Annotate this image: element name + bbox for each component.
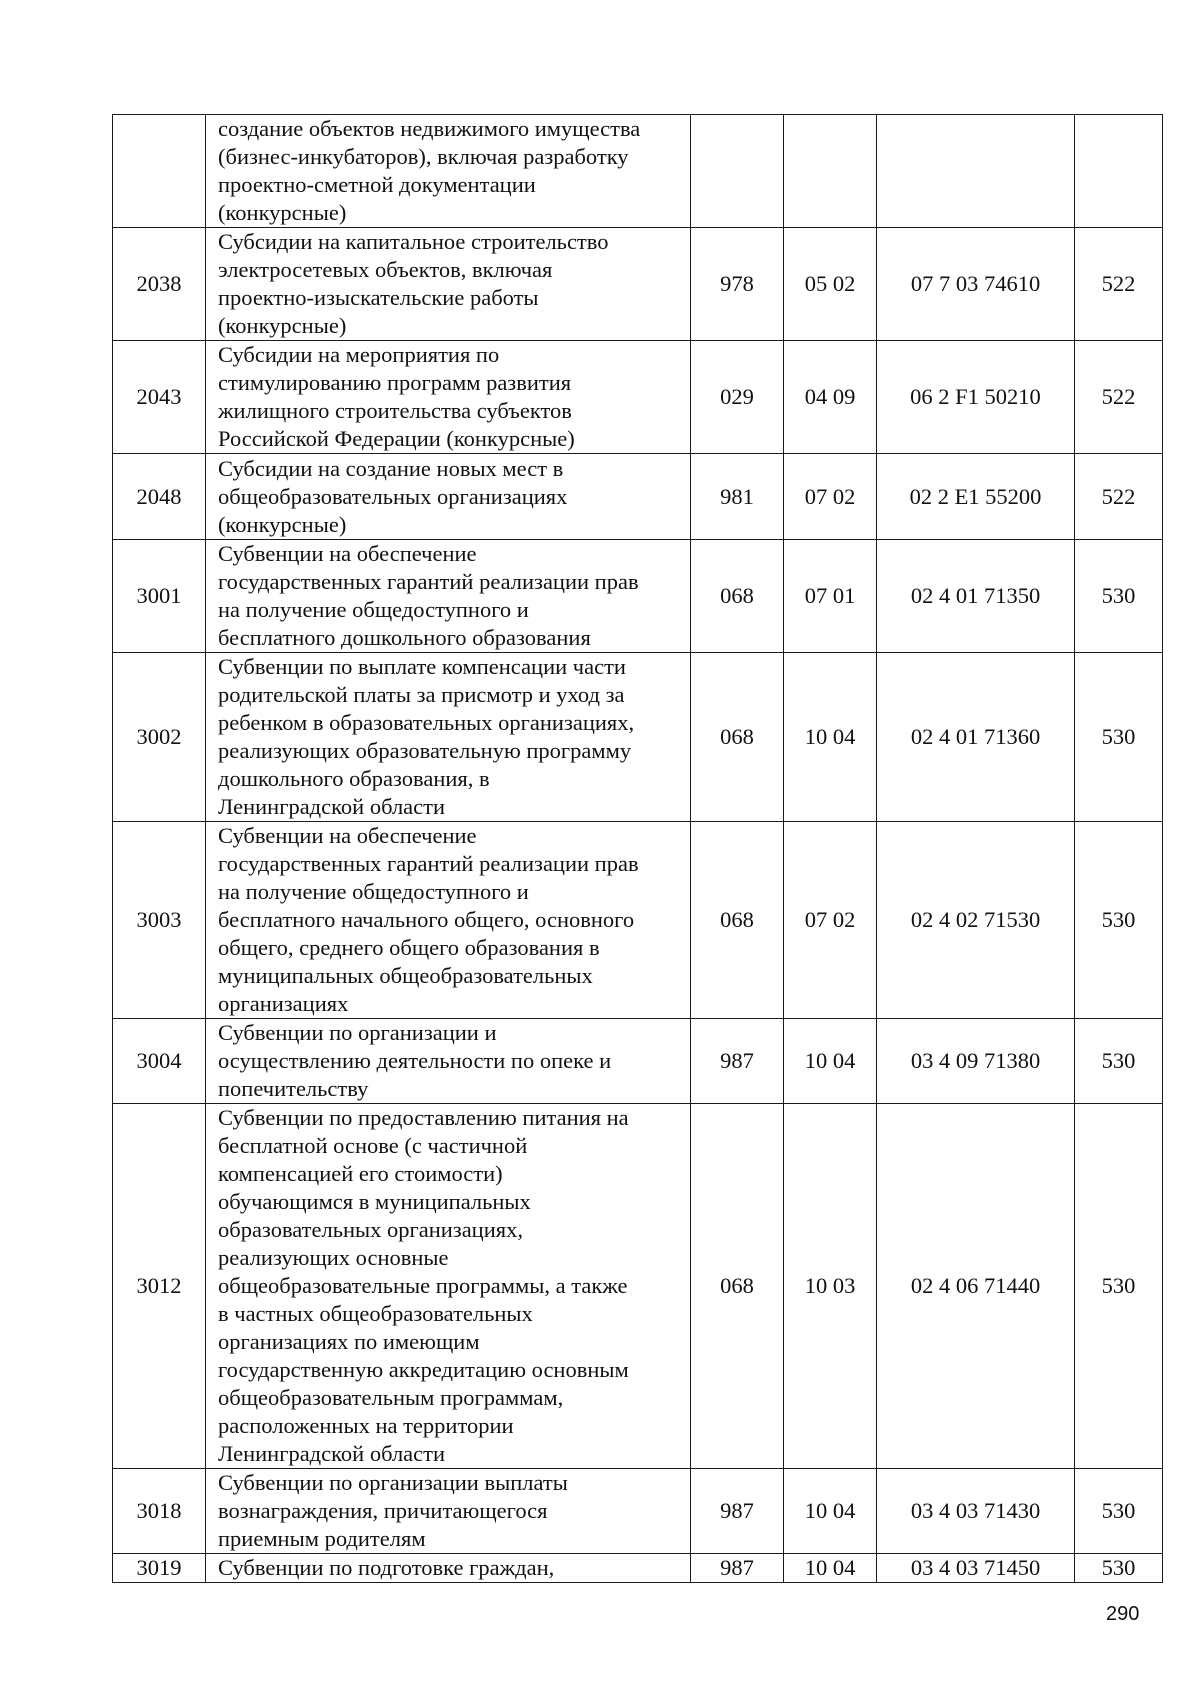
table-row [113, 540, 1163, 653]
row-section: 10 04 [784, 653, 877, 822]
row-description: Субвенции на обеспечение государственных гарантий реализации прав на получение общедоступного и бесплатного начального общего, основного общего, среднего общего образования в муниципальных общеобразовательных организациях [206, 822, 691, 1019]
row-grbs: 987 [691, 1019, 784, 1104]
row-code: 3001 [113, 540, 206, 653]
row-vr [1075, 115, 1163, 228]
row-vr: 530 [1075, 1469, 1163, 1554]
row-description: Субвенции по предоставлению питания на бесплатной основе (с частичной компенсацией его стоимости) обучающимся в муниципальных образовательных организациях, реализующих основные общеобразовательные программы, а также в частных общеобразовательных организациях по имеющим государственную аккредитацию основным общеобразовательным программам, расположенных на территории Ленинградской области [206, 1104, 691, 1469]
row-target: 03 4 03 71430 [877, 1469, 1075, 1554]
row-target [877, 115, 1075, 228]
row-target: 02 4 06 71440 [877, 1104, 1075, 1469]
row-code: 3002 [113, 653, 206, 822]
row-section: 07 02 [784, 454, 877, 540]
row-section [784, 115, 877, 228]
row-grbs: 978 [691, 228, 784, 341]
row-description: Субвенции на обеспечение государственных гарантий реализации прав на получение общедоступного и бесплатного дошкольного образования [206, 540, 691, 653]
row-grbs: 987 [691, 1554, 784, 1583]
row-vr: 530 [1075, 653, 1163, 822]
row-grbs: 068 [691, 1104, 784, 1469]
row-grbs: 068 [691, 822, 784, 1019]
table-row [113, 822, 1163, 1019]
budget-table [112, 114, 1163, 1583]
row-description: Субвенции по выплате компенсации части родительской платы за присмотр и уход за ребенком в образовательных организациях, реализующих образовательную программу дошкольного образования, в Ленинградской области [206, 653, 691, 822]
row-code: 3003 [113, 822, 206, 1019]
row-description: создание объектов недвижимого имущества (бизнес-инкубаторов), включая разработку проектно-сметной документации (конкурсные) [206, 115, 691, 228]
row-section: 10 03 [784, 1104, 877, 1469]
row-target: 07 7 03 74610 [877, 228, 1075, 341]
row-target: 06 2 F1 50210 [877, 341, 1075, 454]
row-description: Субвенции по подготовке граждан, [206, 1554, 691, 1583]
row-grbs: 029 [691, 341, 784, 454]
row-section: 07 02 [784, 822, 877, 1019]
row-target: 02 4 01 71350 [877, 540, 1075, 653]
row-section: 10 04 [784, 1019, 877, 1104]
table-row [113, 1469, 1163, 1554]
row-grbs: 981 [691, 454, 784, 540]
row-code: 2038 [113, 228, 206, 341]
table-row [113, 653, 1163, 822]
row-target: 03 4 03 71450 [877, 1554, 1075, 1583]
row-target: 02 4 01 71360 [877, 653, 1075, 822]
row-description: Субсидии на капитальное строительство электросетевых объектов, включая проектно-изыскательские работы (конкурсные) [206, 228, 691, 341]
table-row [113, 228, 1163, 341]
row-code: 3018 [113, 1469, 206, 1554]
row-vr: 530 [1075, 1554, 1163, 1583]
row-vr: 530 [1075, 1104, 1163, 1469]
row-section: 07 01 [784, 540, 877, 653]
row-vr: 530 [1075, 540, 1163, 653]
row-target: 02 2 E1 55200 [877, 454, 1075, 540]
row-vr: 522 [1075, 228, 1163, 341]
table-row [113, 115, 1163, 228]
row-grbs: 068 [691, 540, 784, 653]
row-target: 02 4 02 71530 [877, 822, 1075, 1019]
row-description: Субсидии на создание новых мест в общеобразовательных организациях (конкурсные) [206, 454, 691, 540]
row-section: 04 09 [784, 341, 877, 454]
row-code: 2048 [113, 454, 206, 540]
row-vr: 522 [1075, 454, 1163, 540]
row-description: Субвенции по организации выплаты вознаграждения, причитающегося приемным родителям [206, 1469, 691, 1554]
row-code: 3004 [113, 1019, 206, 1104]
row-section: 05 02 [784, 228, 877, 341]
row-description: Субсидии на мероприятия по стимулированию программ развития жилищного строительства субъектов Российской Федерации (конкурсные) [206, 341, 691, 454]
row-grbs: 987 [691, 1469, 784, 1554]
table-row [113, 1554, 1163, 1583]
row-code: 3019 [113, 1554, 206, 1583]
row-description: Субвенции по организации и осуществлению деятельности по опеке и попечительству [206, 1019, 691, 1104]
row-grbs: 068 [691, 653, 784, 822]
table-row [113, 1104, 1163, 1469]
row-grbs [691, 115, 784, 228]
row-code: 3012 [113, 1104, 206, 1469]
table-row [113, 454, 1163, 540]
row-vr: 530 [1075, 822, 1163, 1019]
row-vr: 522 [1075, 341, 1163, 454]
table-row [113, 341, 1163, 454]
table-row [113, 1019, 1163, 1104]
row-vr: 530 [1075, 1019, 1163, 1104]
row-code: 2043 [113, 341, 206, 454]
table-body [113, 115, 1163, 1583]
row-target: 03 4 09 71380 [877, 1019, 1075, 1104]
page-number: 290 [1106, 1603, 1140, 1625]
row-section: 10 04 [784, 1554, 877, 1583]
row-section: 10 04 [784, 1469, 877, 1554]
row-code [113, 115, 206, 228]
